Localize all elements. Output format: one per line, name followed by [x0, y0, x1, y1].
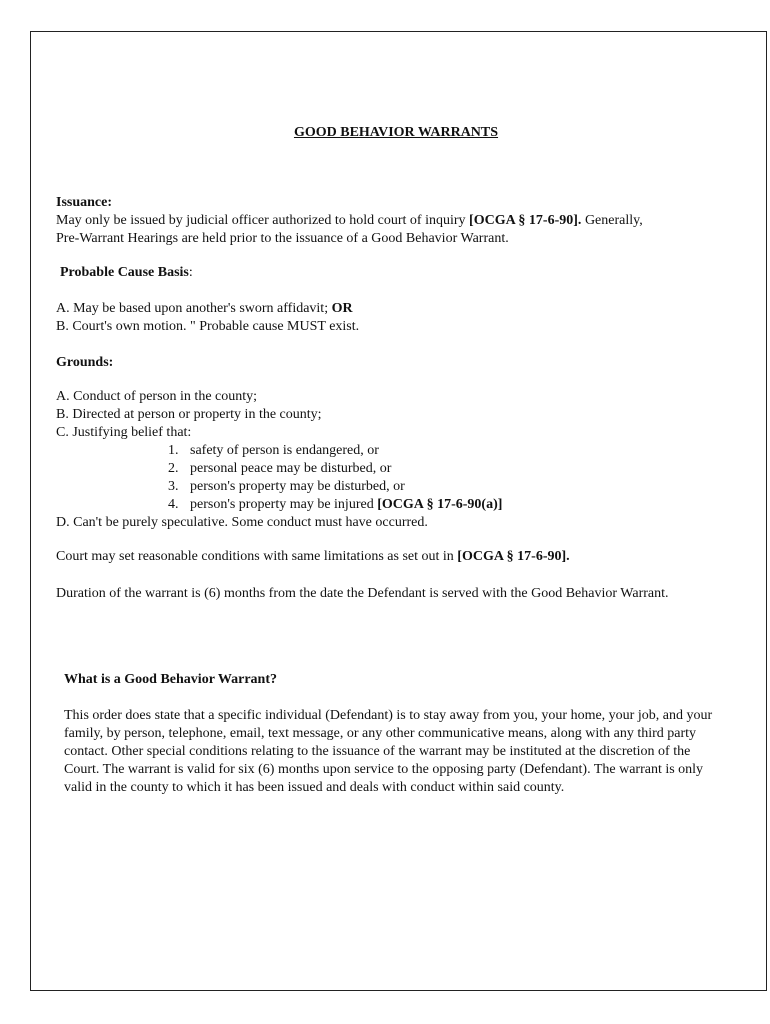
document-title: GOOD BEHAVIOR WARRANTS: [293, 125, 499, 140]
grounds-a: A. Conduct of person in the county;: [56, 389, 258, 404]
issuance-tail: Generally,: [581, 213, 643, 228]
list-number: 4.: [168, 497, 179, 512]
probable-cause-a: [56, 300, 353, 318]
issuance-heading: Issuance:: [56, 195, 113, 210]
conditions-text: Court may set reasonable conditions with same limitations as set out in: [56, 549, 458, 564]
issuance-line-2: Pre-Warrant Hearings are held prior to the issuance of a Good Behavior Warrant.: [56, 231, 509, 246]
list-item: [168, 496, 502, 514]
grounds-belief-list: [168, 442, 502, 514]
probable-cause-heading: Probable Cause Basis: [60, 265, 189, 280]
list-text: personal peace may be disturbed, or: [190, 461, 392, 476]
list-text: person's property may be disturbed, or: [190, 479, 405, 494]
list-item: [168, 460, 502, 478]
list-item: [168, 442, 502, 460]
duration-line: Duration of the warrant is (6) months from the date the Defendant is served with the Good Behavior Warrant.: [56, 586, 669, 601]
list-citation: [OCGA § 17-6-90(a)]: [377, 497, 503, 512]
grounds-d: D. Can't be purely speculative. Some conduct must have occurred.: [56, 515, 428, 530]
probable-cause-or: OR: [331, 301, 353, 316]
issuance-text: May only be issued by judicial officer authorized to hold court of inquiry: [56, 213, 470, 228]
issuance-line-1: [56, 212, 643, 230]
issuance-citation: [OCGA § 17-6-90].: [469, 213, 582, 228]
grounds-b: B. Directed at person or property in the county;: [56, 407, 322, 422]
probable-cause-b: B. Court's own motion. " Probable cause MUST exist.: [56, 319, 360, 334]
probable-cause-a-text: A. May be based upon another's sworn affidavit;: [56, 301, 332, 316]
list-text: person's property may be injured: [190, 497, 378, 512]
list-text: safety of person is endangered, or: [190, 443, 379, 458]
what-is-body: This order does state that a specific individual (Defendant) is to stay away from you, your home, your job, and your family, by person, telephone, email, text message, or any other communicative means, along with any third party contact. Other special conditions relating to the issuance of the warrant may be instituted at the discretion of the Court. The warrant is valid for six (6) months upon service to the opposing party (Defendant). The warrant is only valid in the county to which it has been issued and deals with conduct within said county.: [64, 708, 713, 795]
probable-cause-colon: :: [188, 265, 193, 280]
conditions-citation: [OCGA § 17-6-90].: [457, 549, 570, 564]
grounds-heading: Grounds:: [56, 355, 114, 370]
grounds-c: C. Justifying belief that:: [56, 425, 192, 440]
probable-cause-heading-line: [60, 264, 193, 282]
conditions-line: [56, 548, 570, 566]
list-item: [168, 478, 502, 496]
what-is-heading: What is a Good Behavior Warrant?: [64, 672, 278, 687]
list-number: 1.: [168, 443, 179, 458]
list-number: 3.: [168, 479, 179, 494]
list-number: 2.: [168, 461, 179, 476]
